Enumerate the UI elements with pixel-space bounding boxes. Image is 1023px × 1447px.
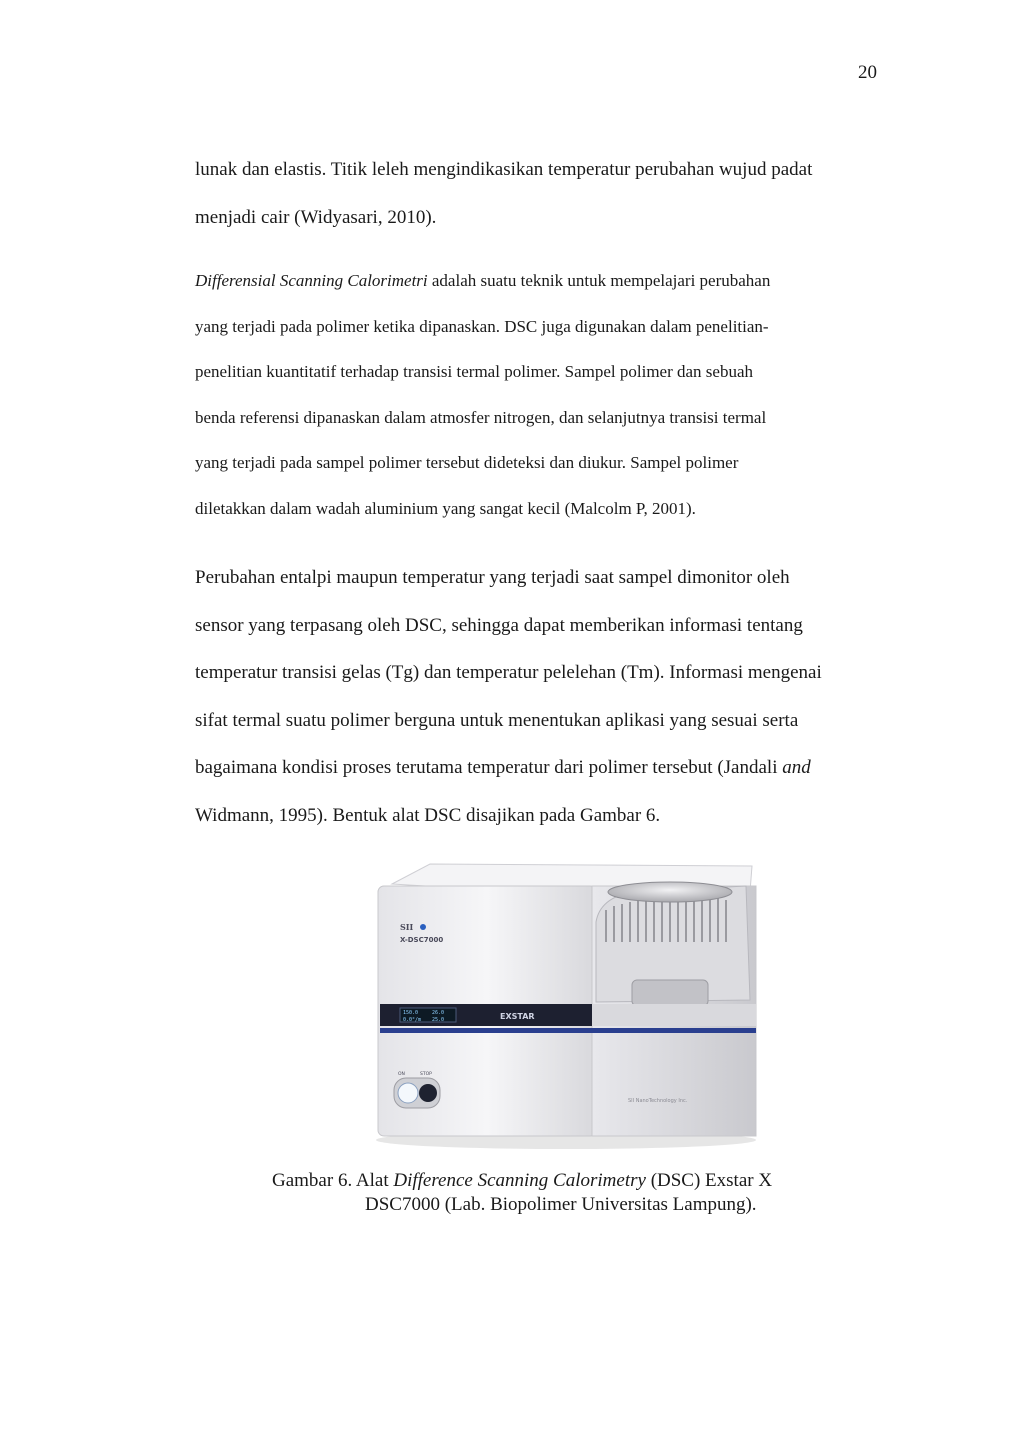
model-label: X-DSC7000	[400, 936, 444, 944]
italic-term: Differensial Scanning Calorimetri	[195, 271, 428, 290]
lid-handle	[632, 980, 708, 1006]
text-line: sifat termal suatu polimer berguna untuk menentukan aplikasi yang sesuai serta	[195, 709, 799, 731]
stop-button	[419, 1084, 437, 1102]
dsc-instrument-photo	[370, 862, 758, 1150]
text-line	[195, 258, 885, 304]
brand-dot-icon	[420, 924, 426, 930]
caption-italic: Difference Scanning Calorimetry	[393, 1170, 646, 1191]
text-line: diletakkan dalam wadah aluminium yang sangat kecil (Malcolm P, 2001).	[195, 498, 696, 518]
text-line: yang terjadi pada sampel polimer tersebut dideteksi dan diukur. Sampel polimer	[195, 453, 739, 472]
caption-line-1	[272, 1169, 772, 1193]
lcd-readout-left-1: 150.0	[403, 1010, 419, 1016]
sample-lid	[608, 882, 732, 902]
text-line: benda referensi dipanaskan dalam atmosfer nitrogen, dan selanjutnya transisi termal	[195, 407, 767, 427]
page-number: 20	[858, 62, 877, 83]
stop-label: STOP	[420, 1072, 432, 1077]
text-line: sensor yang terpasang oleh DSC, sehingga dapat memberikan informasi tentang	[195, 614, 803, 636]
figure-caption	[272, 1169, 772, 1217]
brand-label: SII	[400, 922, 414, 932]
text-line: penelitian kuantitatif terhadap transisi termal polimer. Sampel polimer dan sebuah	[195, 362, 754, 381]
lcd-readout-right-2: 25.0	[432, 1017, 445, 1023]
on-button	[398, 1083, 418, 1103]
paragraph-2	[195, 258, 885, 531]
maker-label: SII NanoTechnology Inc.	[628, 1098, 688, 1104]
blue-stripe-right	[592, 1028, 756, 1033]
text-line: menjadi cair (Widyasari, 2010).	[195, 207, 437, 228]
text-run: adalah suatu teknik untuk mempelajari perubahan	[427, 271, 771, 290]
lcd-readout-left-2: 0.0°/m	[403, 1017, 422, 1023]
text-line: Perubahan entalpi maupun temperatur yang terjadi saat sampel dimonitor oleh	[195, 567, 790, 588]
lcd-readout-right-1: 26.0	[432, 1010, 445, 1016]
on-label: ON	[398, 1072, 405, 1077]
text-line: temperatur transisi gelas (Tg) dan temperatur pelelehan (Tm). Informasi mengenai	[195, 662, 822, 684]
paragraph-1	[195, 146, 885, 242]
exstar-logo: EXSTAR	[500, 1012, 535, 1021]
display-band-right	[592, 1004, 756, 1026]
blue-stripe	[380, 1028, 596, 1033]
caption-suffix: (DSC) Exstar X	[645, 1170, 773, 1191]
text-line: Widmann, 1995). Bentuk alat DSC disajikan pada Gambar 6.	[195, 804, 661, 826]
text-line: yang terjadi pada polimer ketika dipanaskan. DSC juga digunakan dalam penelitian-	[195, 316, 769, 336]
italic-word: and	[782, 757, 811, 779]
paragraph-3	[195, 554, 885, 840]
caption-prefix: Gambar 6. Alat	[272, 1170, 394, 1191]
text-run: bagaimana kondisi proses terutama temperatur dari polimer tersebut (Jandali	[195, 757, 783, 779]
caption-line-2: DSC7000 (Lab. Biopolimer Universitas Lampung).	[365, 1194, 757, 1215]
text-line: lunak dan elastis. Titik leleh mengindikasikan temperatur perubahan wujud padat	[195, 159, 813, 180]
text-line	[195, 744, 885, 792]
